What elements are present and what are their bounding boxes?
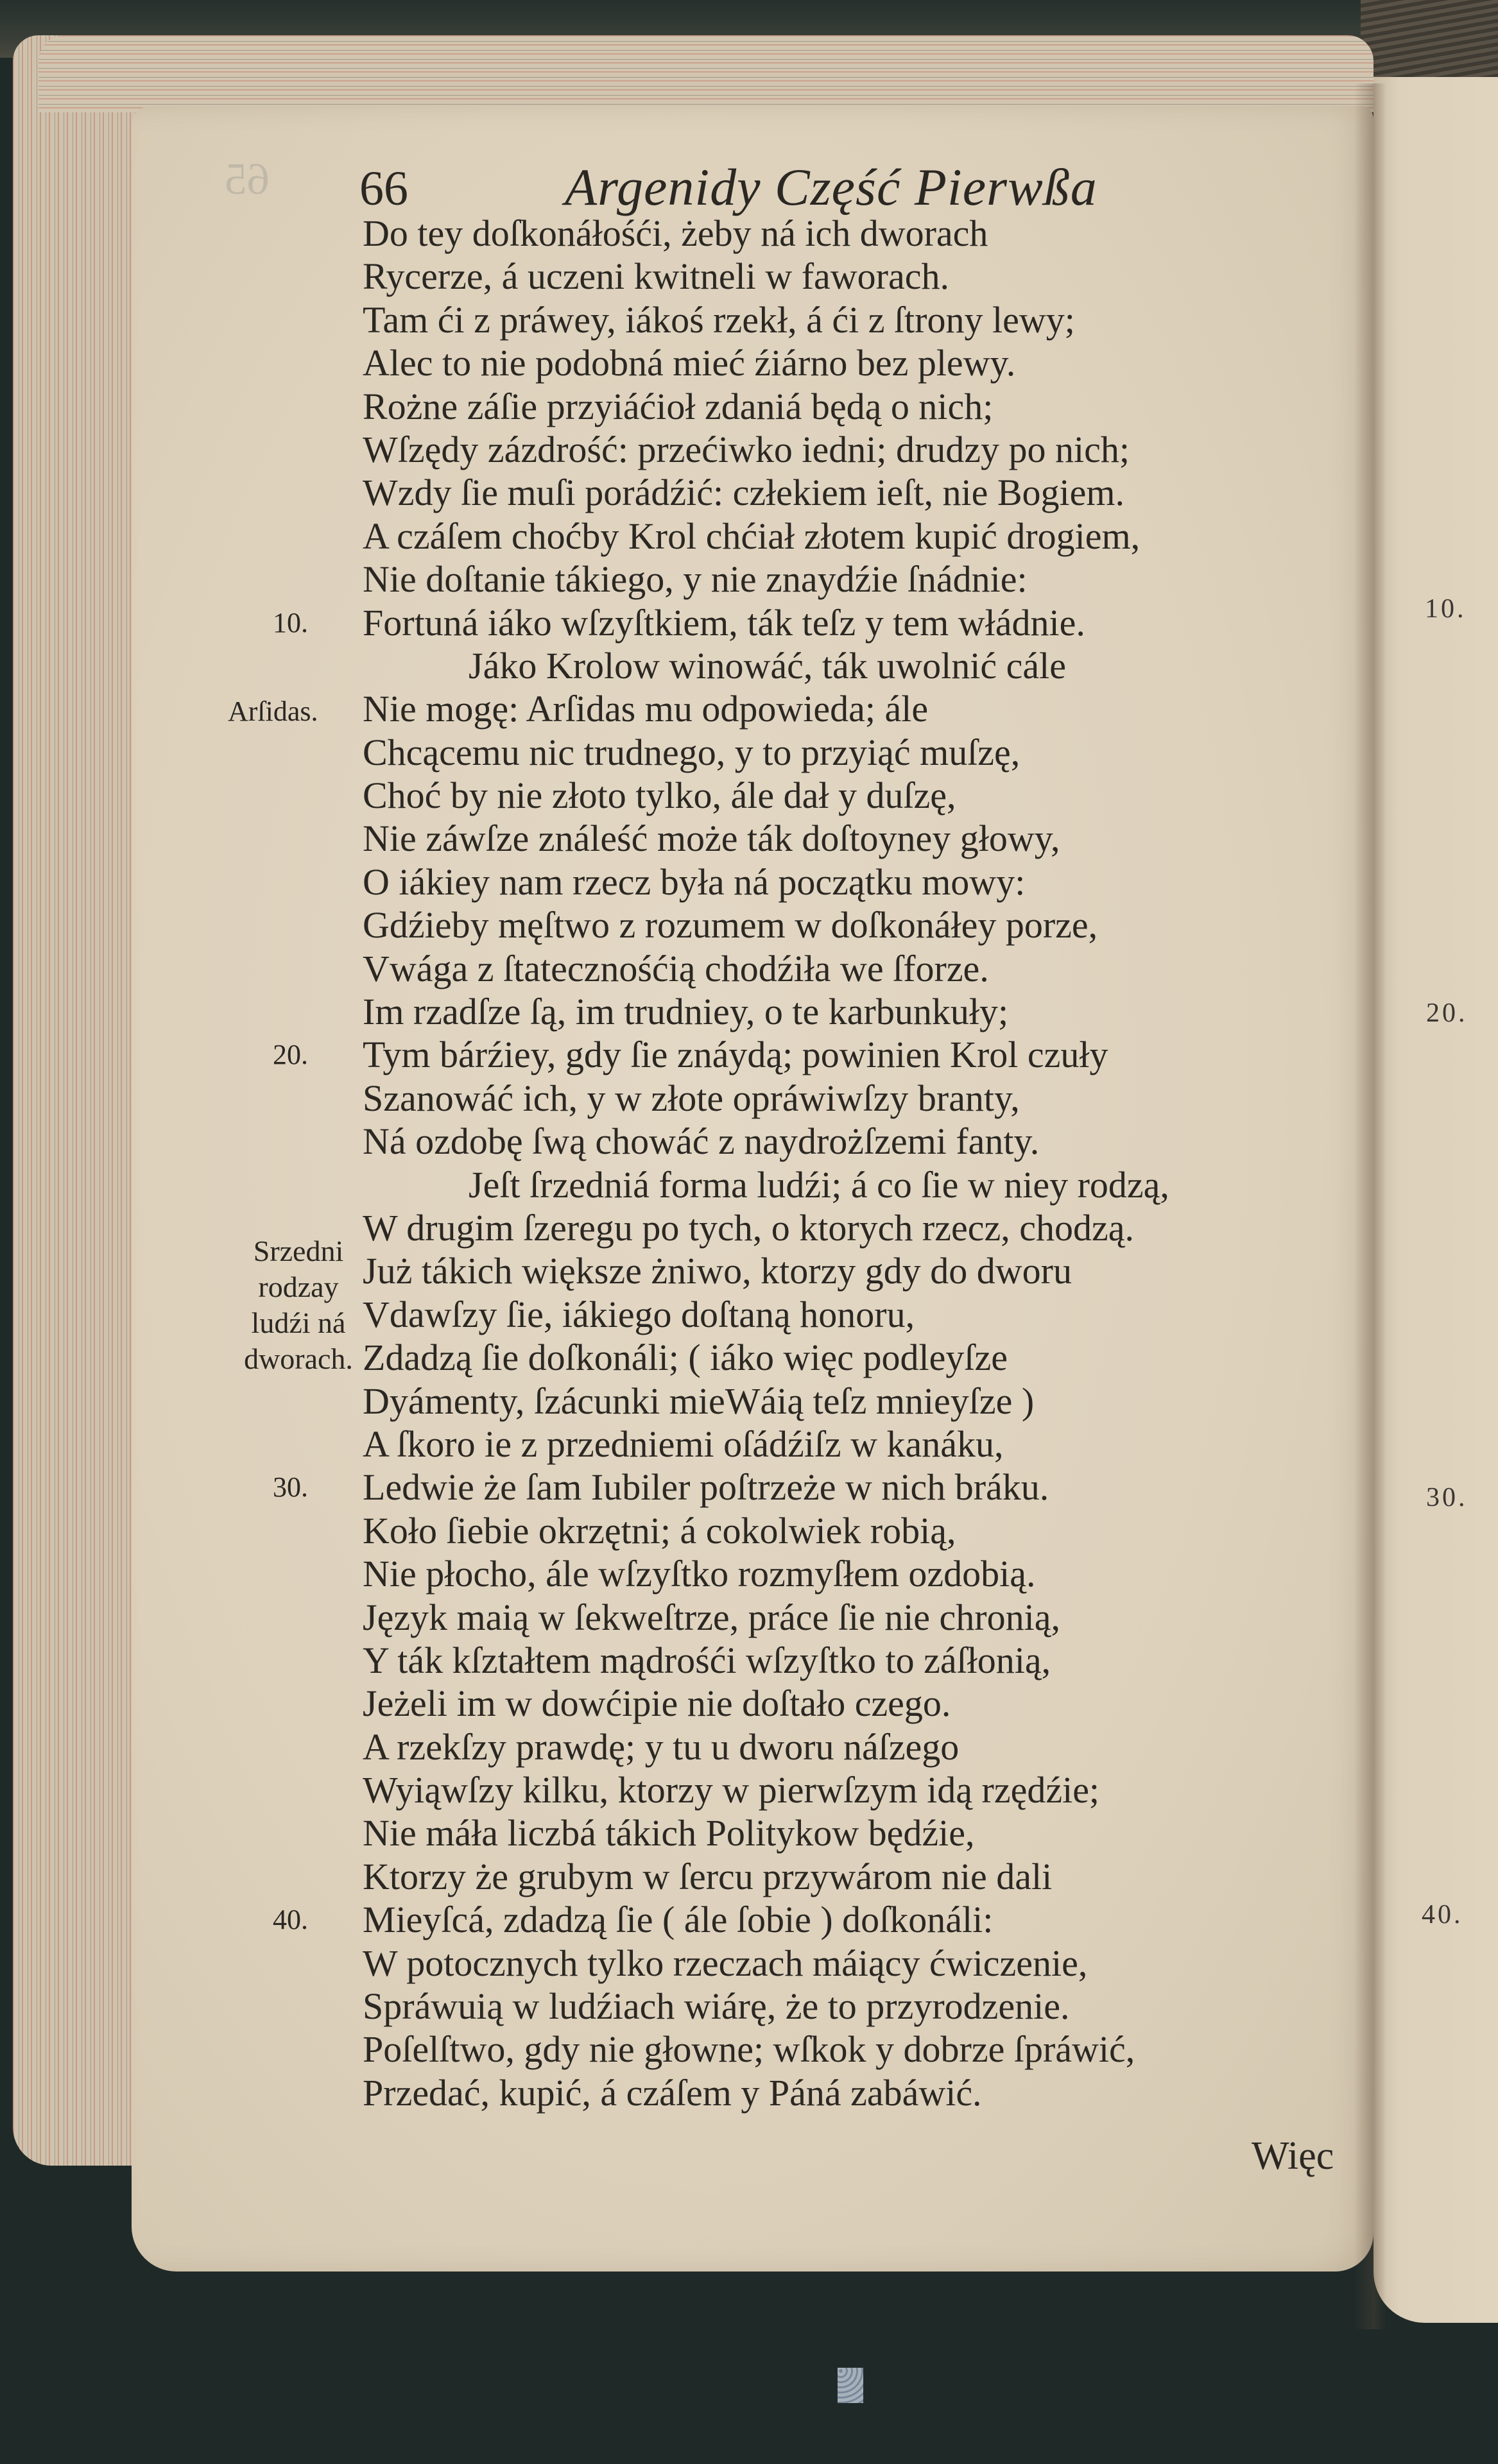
verse-text: Nie płocho, ále wſzyſtko rozmyſłem ozdobią. xyxy=(363,1553,1036,1595)
verse-line xyxy=(363,2028,1364,2071)
line-number: 30. xyxy=(273,1471,308,1503)
library-tab xyxy=(838,2368,863,2403)
verse-line xyxy=(363,1423,1364,1466)
verse-text: Nie doſtanie tákiego, y nie znaydźie ſnádnie: xyxy=(363,558,1028,601)
facing-line-number: 40. xyxy=(1422,1900,1463,1929)
verse-line xyxy=(363,774,1364,817)
verse-text: Choć by nie złoto tylko, ále dał y duſzę, xyxy=(363,774,956,817)
verse-line xyxy=(363,1985,1364,2028)
verse-line xyxy=(363,385,1364,428)
bleed-through-page-number: 65 xyxy=(225,155,270,204)
verse-line xyxy=(363,1552,1364,1595)
verse-line xyxy=(363,1942,1364,1985)
verse-line xyxy=(363,1120,1364,1163)
verse-line xyxy=(363,1077,1364,1120)
verse-text: Rożne záſie przyiáćioł zdaniá będą o nich; xyxy=(363,385,994,427)
verse-line xyxy=(363,471,1364,514)
verse-text: Wyiąwſzy kilku, ktorzy w pierwſzym idą rzędźie; xyxy=(363,1769,1100,1811)
verse-text: Ledwie że ſam Iubiler poſtrzeże w nich bráku. xyxy=(363,1466,1049,1509)
catchword: Więc xyxy=(1252,2134,1334,2178)
verse-text: Rycerze, á uczeni kwitneli w faworach. xyxy=(363,255,949,298)
verse-text: Im rzadſze ſą, im trudniey, o te karbunkuły; xyxy=(363,991,1009,1033)
verse-text: A czáſem choćby Krol chćiał złotem kupić drogiem, xyxy=(363,515,1141,557)
verse-text: Nie mogę: Arſidas mu odpowieda; ále xyxy=(363,688,929,730)
verse-line xyxy=(363,428,1364,471)
verse-line xyxy=(363,341,1364,384)
verse-text: Jáko Krolow winowáć, ták uwolnić cále xyxy=(469,644,1066,687)
verse-line xyxy=(363,903,1364,946)
verse-line xyxy=(363,298,1364,341)
verse-line xyxy=(363,1725,1364,1768)
verse-line xyxy=(363,1855,1364,1898)
verse-line xyxy=(363,1249,1364,1292)
verse-text: Koło ſiebie okrzętni; á cokolwiek robią, xyxy=(363,1509,956,1552)
speaker-name: Arſidas. xyxy=(228,696,318,728)
verse-line xyxy=(363,558,1364,601)
verse-line xyxy=(363,731,1364,774)
verse-text: Szanowáć ich, y w złote opráwiwſzy branty, xyxy=(363,1077,1020,1119)
page-number: 66 xyxy=(359,162,408,216)
page-top-edge xyxy=(39,35,1373,112)
verse-line xyxy=(273,1466,1364,1509)
verse-line xyxy=(363,1811,1364,1854)
verse-text: Wzdy ſie muſi porádźić: człekiem ieſt, nie Bogiem. xyxy=(363,472,1124,514)
marginal-sidenote xyxy=(231,1233,366,1377)
verse-line xyxy=(363,1682,1364,1725)
facing-page xyxy=(1373,77,1498,2323)
verse-text: Vdawſzy ſie, iákiego doſtaną honoru, xyxy=(363,1293,915,1335)
verse-line xyxy=(363,212,1364,255)
verse-text: Y ták kſztałtem mądrośći wſzyſtko to záſłonią, xyxy=(363,1639,1051,1681)
verse-text: W potocznych tylko rzeczach máiący ćwiczenie, xyxy=(363,1942,1088,1984)
line-number: 10. xyxy=(273,606,308,638)
verse-line xyxy=(363,1206,1364,1249)
verse-text: Tam ći z práwey, iákoś rzekł, á ći z ſtrony lewy; xyxy=(363,298,1075,341)
verse-line xyxy=(363,1293,1364,1336)
verse-text: Język maią w ſekweſtrze, práce ſie nie chronią, xyxy=(363,1596,1060,1638)
verse-text: O iákiey nam rzecz była ná początku mowy: xyxy=(363,860,1026,903)
verse-text: Fortuná iáko wſzyſtkiem, ták teſz y tem włádnie. xyxy=(363,601,1085,644)
verse-line xyxy=(363,1768,1364,1811)
sidenote-line: ludźi ná xyxy=(251,1306,346,1339)
verse-line xyxy=(363,1596,1364,1639)
page-header xyxy=(359,157,1194,215)
verse-text: Ná ozdobę ſwą chowáć z naydrożſzemi fanty. xyxy=(363,1120,1040,1163)
sidenote-line: dworach. xyxy=(244,1342,353,1375)
verse-text: Vwága z ſtatecznośćią chodźiła we ſforze. xyxy=(363,947,989,989)
verse-text: Do tey doſkonáłośći, żeby ná ich dworach xyxy=(363,212,988,254)
verse-text: W drugim ſzeregu po tych, o ktorych rzecz, chodzą. xyxy=(363,1206,1134,1249)
line-number: 40. xyxy=(273,1904,308,1936)
verse-line xyxy=(228,687,1364,730)
facing-line-number: 30. xyxy=(1426,1483,1468,1512)
verse-line xyxy=(363,1336,1364,1379)
sidenote-line: Srzedni xyxy=(253,1235,344,1267)
verse-text: Nie máła liczbá tákich Politykow będźie, xyxy=(363,1812,975,1854)
verse-line xyxy=(273,1898,1364,1941)
verse-line xyxy=(363,1380,1364,1423)
verse-text: Jeſt ſrzedniá forma ludźi; á co ſie w niey rodzą, xyxy=(469,1163,1169,1206)
verse-line xyxy=(363,255,1364,298)
facing-line-number: 10. xyxy=(1425,594,1467,624)
verse-text: Poſelſtwo, gdy nie głowne; wſkok y dobrze ſpráwić, xyxy=(363,2028,1135,2071)
facing-line-number: 20. xyxy=(1426,998,1468,1028)
verse-text: Już tákich większe żniwo, ktorzy gdy do dworu xyxy=(363,1250,1072,1292)
line-number: 20. xyxy=(273,1039,308,1071)
verse-text: A rzekſzy prawdę; y tu u dworu náſzego xyxy=(363,1725,960,1768)
verse-line xyxy=(363,644,1364,687)
verse-text: Chcącemu nic trudnego, y to przyiąć muſzę, xyxy=(363,731,1020,773)
verse-text: Zdadzą ſie doſkonáli; ( iáko więc podleyſze xyxy=(363,1337,1008,1379)
verse-line xyxy=(273,1033,1364,1076)
running-head: Argenidy Część Pierwßa xyxy=(565,158,1098,216)
verse-text: Alec to nie podobná mieć źiárno bez plewy. xyxy=(363,342,1016,384)
verse-text: Wſzędy zázdrość: przećiwko iedni; drudzy po nich; xyxy=(363,428,1130,470)
verse-line xyxy=(363,1639,1364,1682)
verse-line xyxy=(363,1163,1364,1206)
verse-text: Przedać, kupić, á czáſem y Páná zabáwić. xyxy=(363,2071,982,2114)
verse-line xyxy=(363,515,1364,558)
verse-line xyxy=(363,860,1364,903)
verse-text: Tym bárźiey, gdy ſie znáydą; powinien Krol czuły xyxy=(363,1034,1108,1076)
verse-text: Nie záwſze ználeść może ták doſtoyney głowy, xyxy=(363,817,1060,860)
verse-line xyxy=(363,1509,1364,1552)
verse-text: A ſkoro ie z przedniemi oſádźiſz w kanáku, xyxy=(363,1423,1004,1465)
verse-text: Jeżeli im w dowćipie nie doſtało czego. xyxy=(363,1682,951,1725)
page-fore-edge xyxy=(13,35,141,2166)
verse-text: Gdźieby męſtwo z rozumem w doſkonáłey porze, xyxy=(363,904,1098,946)
sidenote-line: rodzay xyxy=(258,1270,339,1303)
verse-line xyxy=(363,817,1364,860)
verse-line xyxy=(273,601,1364,644)
verse-text: Spráwuią w ludźiach wiárę, że to przyrodzenie. xyxy=(363,1985,1070,2028)
verse-line xyxy=(363,990,1364,1033)
verse-text: Dyámenty, ſzácunki mieWáią teſz mnieyſze ) xyxy=(363,1380,1035,1422)
verse-line xyxy=(363,947,1364,990)
verse-text: Mieyſcá, zdadzą ſie ( ále ſobie ) doſkonáli: xyxy=(363,1899,994,1941)
verse-text: Ktorzy że grubym w ſercu przywárom nie dali xyxy=(363,1855,1053,1897)
verse-line xyxy=(363,2071,1364,2114)
